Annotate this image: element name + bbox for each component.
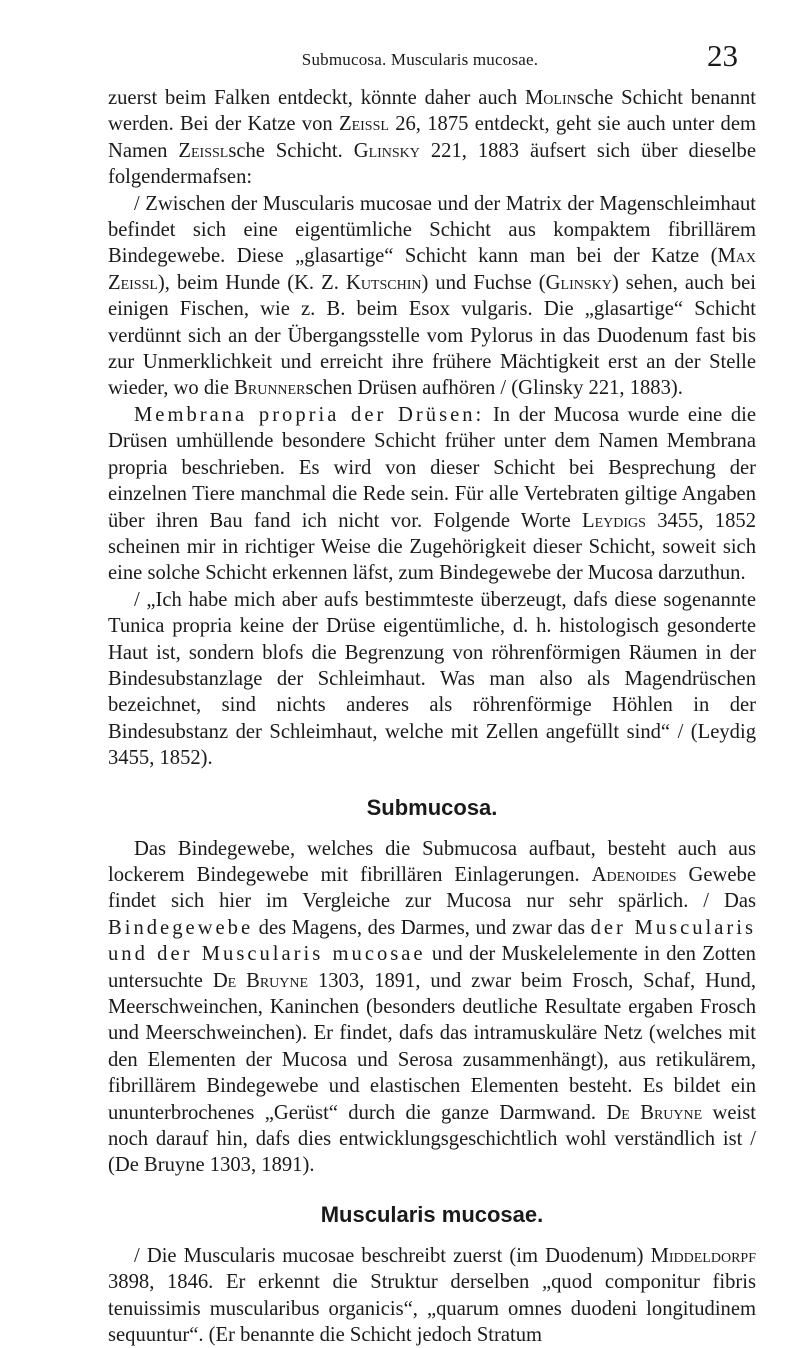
paragraph-4-quote (108, 587, 756, 772)
text-run: des Magens, des Darmes, und zwar das (253, 916, 591, 939)
text-run: 26, 1875 entdeckt, geht sie auch unter dem Namen (108, 113, 756, 162)
text-run: weist noch darauf hin, dafs dies entwicklungsgeschichtlich wohl verständlich ist / (De Bruyne 1303, 1891). (108, 1101, 757, 1177)
text-run: Zeissl (338, 113, 389, 136)
paragraph-3-membrana-propria (108, 402, 756, 587)
text-run: Glinsky (545, 271, 612, 294)
text-run: ) und Fuchse ( (421, 271, 546, 294)
text-run: 221, 1883 äufsert sich über dieselbe folgendermafsen: (108, 139, 756, 189)
text-run: Das Bindegewebe, welches die Submucosa aufbaut, besteht auch aus lockerem Bindegewebe mit fibrillären Einlagerungen. (108, 837, 756, 886)
text-run: und der Muskelelemente in den Zotten untersuchte (108, 943, 756, 992)
running-title: Submucosa. Muscularis mucosae. (301, 50, 539, 69)
text-run: Kutschin (345, 271, 422, 294)
text-run: Bindegewebe (108, 916, 254, 939)
text-run: zuerst beim Falken entdeckt, könnte daher auch (108, 87, 525, 109)
text-run: sche Schicht. (228, 139, 354, 162)
paragraph-1 (108, 85, 756, 191)
text-run: / Die Muscularis mucosae beschreibt zuerst (im Duodenum) (134, 1244, 651, 1267)
text-run: Gewebe findet sich hier im Vergleiche zur Mucosa nur sehr spärlich. / Das (108, 863, 756, 913)
text-run: ), beim Hunde (K. Z. (157, 271, 346, 294)
text-run: sche Schicht benannt werden. Bei der Katze von (108, 87, 757, 136)
text-run: 1303, 1891, und zwar beim Frosch, Schaf, Hund, Meerschweinchen, Kaninchen (besonders deutliche Resultate ergaben Frosch und Meerschweinchen). Er findet, dafs das intramuskuläre Netz (welches mit den Elementen der Mucosa und Serosa zusammenhängt), aus retikulärem, fibrillärem Bindegewebe und elastischen Elementen besteht. Es bildet ein ununterbrochenes „Gerüst“ durch die ganze Darmwand. (108, 969, 756, 1124)
running-head (100, 40, 740, 74)
text-run: Max Zeissl (108, 245, 756, 294)
text-run: schen Drüsen aufhören / (Glinsky 221, 1883). (305, 377, 683, 400)
text-run: ) sehen, auch bei einigen Fischen, wie z. B. beim Esox vulgaris. Die „glasartige“ Schicht verdünnt sich an der Übergangsstelle vom Pylorus in das Duodenum fast bis zur Unmerklichkeit und erreicht ihre frühere Mächtigkeit erst an der Stelle wieder, wo die (108, 271, 757, 400)
paragraph-2-quote (108, 191, 756, 402)
section-heading-muscularis-mucosae: Muscularis mucosae. (320, 1201, 544, 1227)
text-run: Leydigs (582, 509, 646, 532)
text-run: der Muscularis und der Muscularis mucosae (108, 916, 756, 966)
section-heading-submucosa: Submucosa. (366, 794, 498, 820)
text-run: Molin (524, 87, 577, 109)
text-run: Middeldorpf (650, 1244, 756, 1267)
text-run: Glinsky (353, 139, 420, 162)
text-run: / „Ich habe mich aber aufs bestimmteste überzeugt, dafs diese sogenannte Tunica propria keine der Drüse eigentümliche, d. h. histologisch gesonderte Haut ist, sondern blofs die Begrenzung von röhrenförmigen Räumen in der Bindesubstanzlage der Schleimhaut. Was man also als Magendrüschen bezeichnet, sind nichts anderes als röhrenförmige Höhlen in der Bindesubstanz der Schleimhaut, welche mit Zellen angefüllt sind“ / (Leydig 3455, 1852). (108, 588, 756, 770)
text-run: Adenoides (591, 863, 677, 886)
text-run: 3898, 1846. Er erkennt die Struktur derselben „quod componitur fibris tenuissimis muscularibus organicis“, „quarum omnes duodeni longitudinem sequuntur“. (Er benannte die Schicht jedoch Stratum (108, 1271, 756, 1347)
text-run: Membrana propria der Drüsen: (134, 403, 485, 426)
text-run: De Bruyne (606, 1101, 703, 1124)
body-text (108, 85, 756, 1348)
page-number: 23 (707, 38, 738, 73)
text-run: Zeissl (178, 139, 229, 162)
paragraph-6-muscularis (108, 1243, 756, 1348)
text-run: 3455, 1852 scheinen mir in richtiger Weise die Zugehörigkeit dieser Schicht, soweit sich eine solche Schicht erkennen läfst, zum Bindegewebe der Mucosa darzuthun. (108, 509, 756, 585)
text-run: De Bruyne (212, 969, 309, 992)
paragraph-5-submucosa (108, 836, 756, 1179)
text-run: Brunner (234, 377, 306, 400)
text-run: / Zwischen der Muscularis mucosae und der Matrix der Magenschleimhaut befindet sich eine eigentümliche Schicht aus kompaktem fibrillärem Bindegewebe. Diese „glasartige“ Schicht kann man bei der Katze ( (108, 192, 756, 268)
text-run: In der Mucosa wurde eine die Drüsen umhüllende besondere Schicht früher unter dem Namen Membrana propria beschrieben. Es wird von dieser Schicht bei Besprechung der einzelnen Tiere manchmal die Rede sein. Für alle Vertebraten giltige Angaben über ihren Bau fand ich nicht vor. Folgende Worte (108, 403, 756, 532)
